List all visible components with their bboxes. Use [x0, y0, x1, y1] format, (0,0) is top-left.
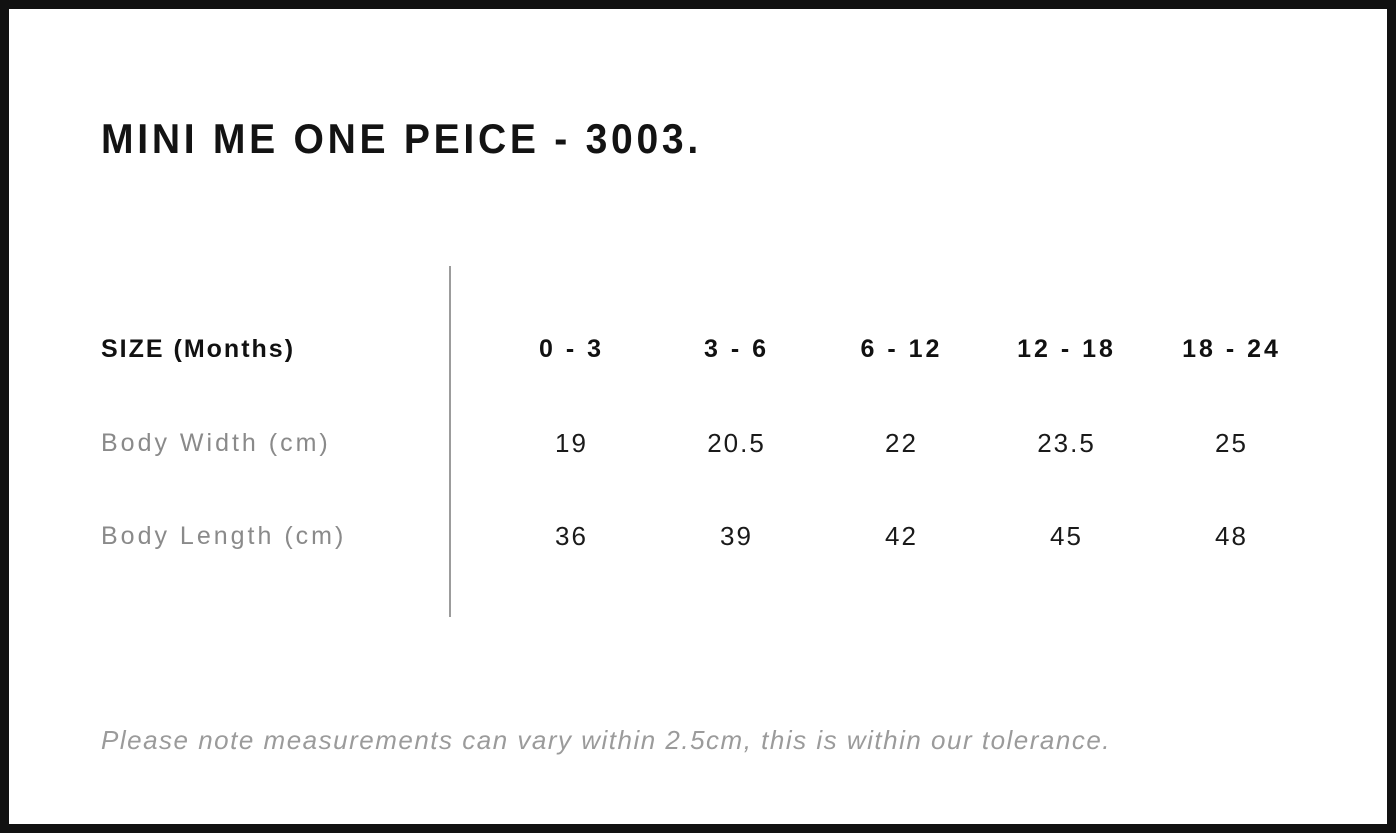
table-header-row: [9, 332, 1387, 366]
cell-value: 23.5: [1037, 428, 1096, 458]
row-values-body-width: [489, 426, 1314, 460]
cell-value: 19: [555, 428, 588, 458]
size-column-headers: [489, 332, 1314, 366]
page-title: MINI ME ONE PEICE - 3003.: [101, 115, 702, 162]
table-row-body-width: [9, 426, 1387, 460]
cell-value: 36: [555, 521, 588, 551]
cell-value: 42: [885, 521, 918, 551]
column-header-0-3: 0 - 3: [538, 335, 605, 363]
row-values-body-length: [489, 519, 1314, 553]
row-label-body-length: Body Length (cm): [101, 522, 347, 550]
cell-value: 45: [1050, 521, 1083, 551]
table-row-body-length: [9, 519, 1387, 553]
cell-value: 22: [885, 428, 918, 458]
cell-value: 25: [1215, 428, 1248, 458]
cell-value: 20.5: [707, 428, 766, 458]
column-header-3-6: 3 - 6: [703, 335, 770, 363]
cell-value: 48: [1215, 521, 1248, 551]
tolerance-note: Please note measurements can vary within 2.5cm, this is within our tolerance.: [101, 725, 1112, 755]
row-label-body-width: Body Width (cm): [101, 429, 331, 457]
column-header-6-12: 6 - 12: [860, 335, 943, 363]
size-header-label: SIZE (Months): [101, 335, 296, 363]
cell-value: 39: [720, 521, 753, 551]
column-header-18-24: 18 - 24: [1182, 335, 1281, 363]
column-header-12-18: 12 - 18: [1017, 335, 1116, 363]
